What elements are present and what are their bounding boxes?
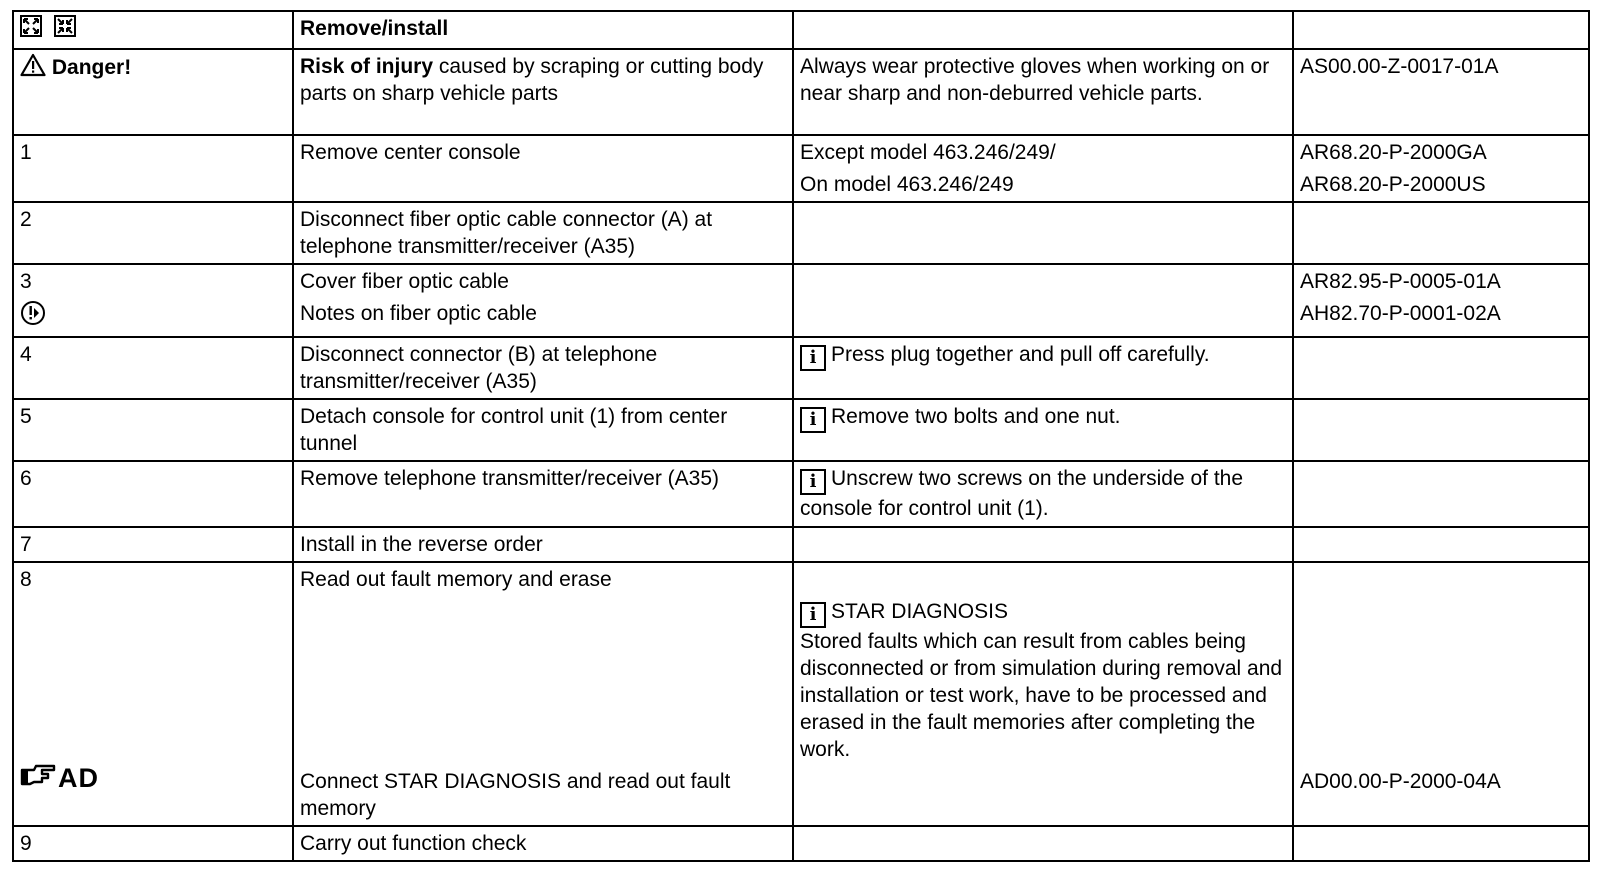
table-row [13, 337, 1589, 399]
step-number: 6 [13, 461, 293, 527]
table-row [13, 461, 1589, 527]
info-icon: i [800, 602, 826, 628]
step-ref[interactable]: AH82.70-P-0001-02A [1300, 302, 1501, 325]
risk-heading: Risk of injury [300, 55, 434, 78]
table-row [13, 562, 1589, 826]
procedure-table [12, 10, 1590, 862]
step-ref[interactable]: AR68.20-P-2000US [1300, 173, 1486, 196]
step-number: 5 [13, 399, 293, 461]
step-info-title: STAR DIAGNOSIS [831, 600, 1008, 623]
danger-measure: Always wear protective gloves when working on or near sharp and non-deburred vehicle parts. [793, 49, 1293, 135]
ad-label: AD [58, 763, 99, 793]
pointing-hand-icon [20, 762, 56, 795]
step-action: Read out fault memory and erase [300, 568, 612, 591]
collapse-icon[interactable] [54, 15, 76, 44]
info-icon: i [800, 469, 826, 495]
expand-icon[interactable] [20, 15, 42, 44]
step-number: 7 [13, 527, 293, 562]
step-ref[interactable]: AR82.95-P-0005-01A [1300, 270, 1501, 293]
step-ref[interactable]: AD00.00-P-2000-04A [1300, 770, 1501, 793]
table-row [13, 399, 1589, 461]
page-title: Remove/install [293, 11, 793, 49]
step-action: Remove telephone transmitter/receiver (A35) [293, 461, 793, 527]
info-icon: i [800, 407, 826, 433]
step-action: Cover fiber optic cable [300, 270, 509, 293]
step-number: 1 [13, 135, 293, 202]
step-action: Carry out function check [293, 826, 793, 861]
step-action: Disconnect fiber optic cable connector (A) at telephone transmitter/receiver (A35) [293, 202, 793, 264]
step-note: Except model 463.246/249/ [800, 141, 1056, 164]
note-icon [20, 300, 46, 333]
warning-triangle-icon [20, 53, 46, 84]
step-action: Disconnect connector (B) at telephone transmitter/receiver (A35) [293, 337, 793, 399]
step-number: 4 [13, 337, 293, 399]
danger-label: Danger! [51, 56, 132, 80]
table-row [13, 264, 1589, 337]
step-action: Connect STAR DIAGNOSIS and read out fault memory [300, 770, 731, 820]
step-note: On model 463.246/249 [800, 173, 1014, 196]
step-number: 9 [13, 826, 293, 861]
danger-ref[interactable]: AS00.00-Z-0017-01A [1293, 49, 1589, 135]
table-row [13, 135, 1589, 202]
step-action: Detach console for control unit (1) from center tunnel [293, 399, 793, 461]
step-number: 8 [20, 568, 32, 591]
danger-row [13, 49, 1589, 135]
header-icons-cell [13, 11, 293, 49]
step-info: Unscrew two screws on the underside of the console for control unit (1). [800, 467, 1244, 520]
step-action: Install in the reverse order [293, 527, 793, 562]
table-row [13, 527, 1589, 562]
step-number: 2 [13, 202, 293, 264]
header-row [13, 11, 1589, 49]
step-action: Notes on fiber optic cable [300, 302, 537, 325]
info-icon: i [800, 345, 826, 371]
step-ref[interactable]: AR68.20-P-2000GA [1300, 141, 1487, 164]
table-row [13, 826, 1589, 861]
step-info: Stored faults which can result from cables being disconnected or from simulation during removal and installation or test work, have to be processed and erased in the fault memories after completing the work. [800, 630, 1283, 761]
step-info: Press plug together and pull off carefully. [831, 343, 1210, 366]
table-row [13, 202, 1589, 264]
risk-text: caused by scraping or cutting body parts on sharp vehicle parts [300, 55, 764, 105]
step-info: Remove two bolts and one nut. [831, 405, 1121, 428]
step-number: 3 [20, 270, 32, 293]
step-action: Remove center console [293, 135, 793, 202]
